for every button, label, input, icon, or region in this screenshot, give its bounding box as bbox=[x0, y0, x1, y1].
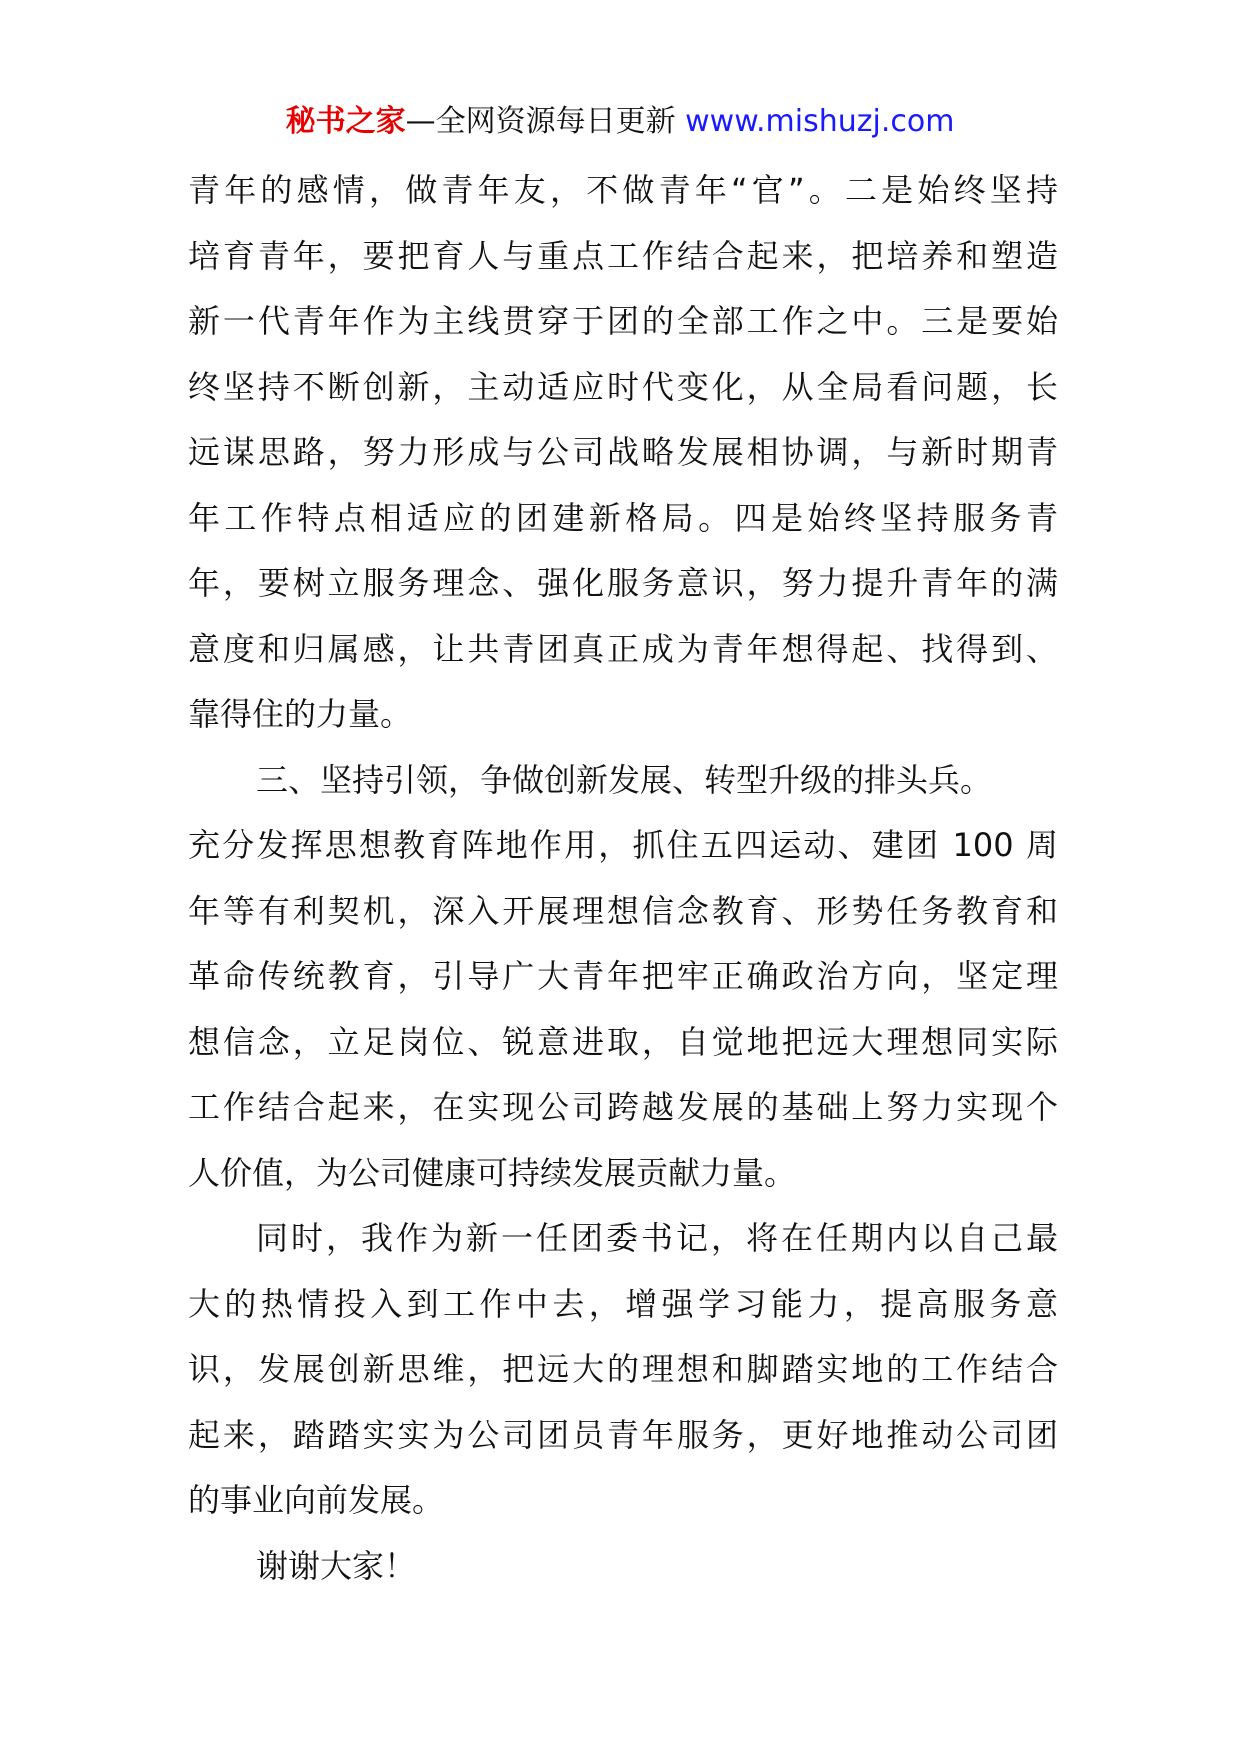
text-line: 年等有利契机，深入开展理想信念教育、形势任务教育和 bbox=[188, 891, 1058, 930]
paragraph-end-line: 靠得住的力量。 bbox=[188, 695, 413, 733]
closing-line: 谢谢大家！ bbox=[256, 1546, 417, 1585]
text-line: 大的热情投入到工作中去，增强学习能力，提高服务意 bbox=[188, 1284, 1058, 1323]
text-line: 充分发挥思想教育阵地作用，抓住五四运动、建团 100 周 bbox=[188, 826, 1058, 864]
text-line: 终坚持不断创新，主动适应时代变化，从全局看问题，长 bbox=[188, 367, 1058, 406]
paragraph-end-line: 人价值，为公司健康可持续发展贡献力量。 bbox=[188, 1153, 797, 1192]
text-line: 年工作特点相适应的团建新格局。四是始终坚持服务青 bbox=[188, 498, 1058, 537]
text-line: 青年的感情，做青年友，不做青年“官”。二是始终坚持 bbox=[188, 171, 1058, 209]
text-line: 新一代青年作为主线贯穿于团的全部工作之中。三是要始 bbox=[188, 302, 1058, 340]
text-line: 工作结合起来，在实现公司跨越发展的基础上努力实现个 bbox=[188, 1088, 1058, 1126]
text-line: 培育青年，要把育人与重点工作结合起来，把培养和塑造 bbox=[188, 236, 1058, 275]
section-heading: 三、坚持引领，争做创新发展、转型升级的排头兵。 bbox=[256, 760, 993, 799]
paragraph-start-line: 同时，我作为新一任团委书记，将在任期内以自己最 bbox=[256, 1219, 1058, 1257]
text-line: 想信念，立足岗位、锐意进取，自觉地把远大理想同实际 bbox=[188, 1022, 1058, 1061]
text-line: 识，发展创新思维，把远大的理想和脚踏实地的工作结合 bbox=[188, 1350, 1058, 1388]
text-line: 起来，踏踏实实为公司团员青年服务，更好地推动公司团 bbox=[188, 1415, 1058, 1454]
document-body bbox=[188, 158, 1058, 1599]
text-line: 年，要树立服务理念、强化服务意识，努力提升青年的满 bbox=[188, 564, 1058, 602]
page-header bbox=[0, 100, 1240, 144]
paragraph-end-line: 的事业向前发展。 bbox=[188, 1481, 445, 1519]
text-line: 远谋思路，努力形成与公司战略发展相协调，与新时期青 bbox=[188, 433, 1058, 471]
brand-name: 秘书之家 bbox=[285, 104, 406, 139]
header-tagline: —全网资源每日更新 bbox=[405, 104, 676, 139]
text-line: 革命传统教育，引导广大青年把牢正确政治方向，坚定理 bbox=[188, 957, 1058, 995]
site-url-link[interactable]: www.mishuzj.com bbox=[685, 104, 955, 139]
text-line: 意度和归属感，让共青团真正成为青年想得起、找得到、 bbox=[188, 629, 1058, 668]
